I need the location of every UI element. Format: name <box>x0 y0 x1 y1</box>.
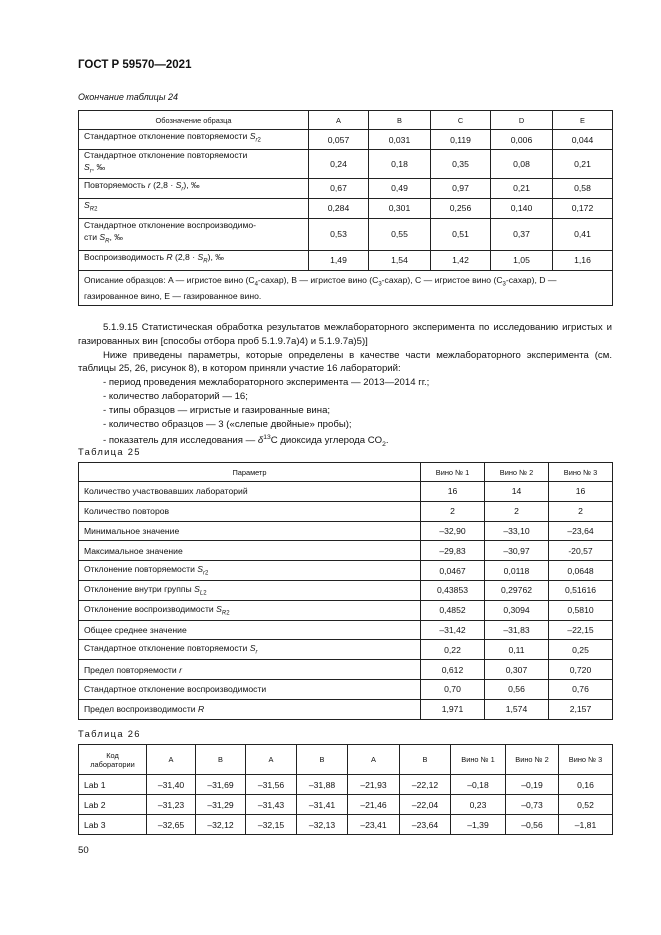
table26-header-cell: A <box>246 745 297 775</box>
table24-cell: 0,97 <box>431 178 491 198</box>
table25-cell: 14 <box>485 482 549 502</box>
table26-cell: –32,13 <box>297 815 348 835</box>
table26-header-cell: B <box>400 745 451 775</box>
table26-cell: –0,18 <box>451 775 506 795</box>
table24-cell: 0,49 <box>369 178 431 198</box>
table25-cell: 1,971 <box>421 699 485 719</box>
table25-cell: 0,307 <box>485 660 549 680</box>
table26-cell: –21,93 <box>348 775 400 795</box>
table25-row <box>79 521 613 541</box>
table25-row <box>79 660 613 680</box>
table24-cell: 1,16 <box>553 250 613 270</box>
table24-cell: 1,54 <box>369 250 431 270</box>
table25-cell: -20,57 <box>549 541 613 561</box>
table25-cell: –30,97 <box>485 541 549 561</box>
table25-cell: 0,22 <box>421 640 485 660</box>
table24-header-cell: E <box>553 111 613 130</box>
table25-row-label: Отклонение повторяемости $S_{r2}$ <box>79 561 421 581</box>
paragraph-parameters: Ниже приведены параметры, которые определены в качестве части межлабораторного эксперимента (см. таблицы 25, 26, рисунок 8), в котором приняли участие 16 лабораторий: <box>78 349 612 375</box>
page-number: 50 <box>78 845 89 856</box>
table24-cell: 1,49 <box>309 250 369 270</box>
table25-cell: 0,76 <box>549 679 613 699</box>
table25-cell: 0,4852 <box>421 600 485 620</box>
table24-cell: 0,08 <box>491 150 553 179</box>
table24-row-label: Стандартное отклонение воспроизводимо- сти $S_R$, ‰ <box>79 218 309 250</box>
table26-header-cell: A <box>348 745 400 775</box>
table26-header-row <box>79 745 613 775</box>
table25-cell: 0,70 <box>421 679 485 699</box>
table26-cell: –0,56 <box>506 815 559 835</box>
table26-cell: –31,23 <box>147 795 196 815</box>
table25-row <box>79 482 613 502</box>
table25-cell: 0,5810 <box>549 600 613 620</box>
table25-cell: 2 <box>485 501 549 521</box>
table25-row-label: Количество повторов <box>79 501 421 521</box>
table25-cell: 0,0467 <box>421 561 485 581</box>
table26-cell: –23,41 <box>348 815 400 835</box>
table25-row <box>79 699 613 719</box>
table24-cell: 0,37 <box>491 218 553 250</box>
table25-row-label: Минимальное значение <box>79 521 421 541</box>
table25-row-label: Стандартное отклонение воспроизводимости <box>79 679 421 699</box>
table25-row <box>79 561 613 581</box>
table24-cell: 0,51 <box>431 218 491 250</box>
table25-header-cell: Вино № 2 <box>485 463 549 482</box>
table26-cell: –1,81 <box>559 815 613 835</box>
table25-cell: –31,42 <box>421 620 485 640</box>
paragraph-5-1-9-15: 5.1.9.15 Статистическая обработка результатов межлабораторного эксперимента по исследованию игристых и газированных вин [способы отбора проб 5.1.9.7а)4) и 5.1.9.7а)5)] <box>78 322 612 347</box>
table26-cell: –31,29 <box>196 795 246 815</box>
table25-cell: –22,15 <box>549 620 613 640</box>
table25-cell: –32,90 <box>421 521 485 541</box>
table24-note-row <box>79 270 613 306</box>
table24-cell: 0,21 <box>491 178 553 198</box>
table24-cell: 0,044 <box>553 130 613 150</box>
table26-header-cell: Код лаборатории <box>79 745 147 775</box>
table25-row-label: Максимальное значение <box>79 541 421 561</box>
table24-row-label: Стандартное отклонение повторяемости $S_{r2}$ <box>79 130 309 150</box>
table25-cell: 0,51616 <box>549 580 613 600</box>
table26-cell: 0,16 <box>559 775 613 795</box>
table25-row <box>79 679 613 699</box>
table-24 <box>78 110 613 306</box>
table26-cell: –31,56 <box>246 775 297 795</box>
table24-row <box>79 250 613 270</box>
table25-cell: 2,157 <box>549 699 613 719</box>
table24-cell: 1,05 <box>491 250 553 270</box>
table25-cell: –33,10 <box>485 521 549 541</box>
table25-row-label: Стандартное отклонение повторяемости $S_r$ <box>79 640 421 660</box>
table25-row <box>79 620 613 640</box>
table26-cell: –1,39 <box>451 815 506 835</box>
table-26 <box>78 744 613 835</box>
table24-header-cell: D <box>491 111 553 130</box>
table26-cell: –31,43 <box>246 795 297 815</box>
table24-header-cell: Обозначение образца <box>79 111 309 130</box>
table26-row <box>79 815 613 835</box>
table25-cell: 0,25 <box>549 640 613 660</box>
list-item: - типы образцов — игристые и газированные вина; <box>103 404 331 416</box>
table25-cell: 16 <box>421 482 485 502</box>
table25-cell: –23,64 <box>549 521 613 541</box>
table25-cell: 0,11 <box>485 640 549 660</box>
table26-cell: 0,23 <box>451 795 506 815</box>
table24-row-label: Повторяемость r $(2,8 \cdot S_r)$, ‰ <box>79 178 309 198</box>
table24-cell: 0,140 <box>491 198 553 218</box>
table26-header-cell: B <box>196 745 246 775</box>
table24-row <box>79 218 613 250</box>
table24-cell: 0,24 <box>309 150 369 179</box>
table25-row <box>79 640 613 660</box>
table25-cell: 2 <box>421 501 485 521</box>
table24-cell: 0,53 <box>309 218 369 250</box>
table25-row-label: Предел повторяемости r <box>79 660 421 680</box>
table25-row-label: Отклонение внутри группы $S_{L2}$ <box>79 580 421 600</box>
table24-header-row <box>79 111 613 130</box>
table26-cell: –31,69 <box>196 775 246 795</box>
table26-header-cell: A <box>147 745 196 775</box>
table25-row <box>79 580 613 600</box>
table25-cell: –29,83 <box>421 541 485 561</box>
table26-cell: –22,12 <box>400 775 451 795</box>
table25-cell: 0,43853 <box>421 580 485 600</box>
table25-cell: 0,3094 <box>485 600 549 620</box>
table25-header-cell: Параметр <box>79 463 421 482</box>
table24-cell: 0,284 <box>309 198 369 218</box>
table26-header-cell: Вино № 2 <box>506 745 559 775</box>
table-25 <box>78 462 613 720</box>
table25-cell: 2 <box>549 501 613 521</box>
table24-cell: 0,301 <box>369 198 431 218</box>
table24-cell: 0,256 <box>431 198 491 218</box>
table26-row-label: Lab 3 <box>79 815 147 835</box>
table26-cell: –0,73 <box>506 795 559 815</box>
table24-header-cell: A <box>309 111 369 130</box>
table25-cell: –31,83 <box>485 620 549 640</box>
table24-row <box>79 198 613 218</box>
table24-cell: 0,35 <box>431 150 491 179</box>
table25-cell: 1,574 <box>485 699 549 719</box>
table24-row <box>79 178 613 198</box>
table25-cell: 0,612 <box>421 660 485 680</box>
table25-cell: 0,56 <box>485 679 549 699</box>
table26-row <box>79 775 613 795</box>
table24-cell: 0,119 <box>431 130 491 150</box>
table24-row-label: $S_{R2}$ <box>79 198 309 218</box>
table24-cell: 0,41 <box>553 218 613 250</box>
table24-cell: 0,58 <box>553 178 613 198</box>
table24-header-cell: C <box>431 111 491 130</box>
table24-cell: 0,006 <box>491 130 553 150</box>
list-item: - период проведения межлабораторного эксперимента — 2013—2014 гг.; <box>103 377 430 389</box>
table24-header-cell: B <box>369 111 431 130</box>
table26-row <box>79 795 613 815</box>
table26-cell: –21,46 <box>348 795 400 815</box>
table24-note: Описание образцов: A — игристое вино $(C_4-сахар)$, B — игристое вино $(C_3-сахар)$, C — игристое вино $(C_3-сахар)$, D — газированное вино, E — газированное вино. <box>79 270 613 306</box>
table25-header-cell: Вино № 3 <box>549 463 613 482</box>
table26-cell: –32,12 <box>196 815 246 835</box>
table25-row-label: Предел воспроизводимости R <box>79 699 421 719</box>
table26-cell: –32,15 <box>246 815 297 835</box>
table25-cell: 0,0118 <box>485 561 549 581</box>
table24-cell: 0,031 <box>369 130 431 150</box>
table25-cell: 0,0648 <box>549 561 613 581</box>
table25-cell: 0,29762 <box>485 580 549 600</box>
table26-cell: 0,52 <box>559 795 613 815</box>
table24-row <box>79 150 613 179</box>
table24-cell: 0,172 <box>553 198 613 218</box>
table26-cell: –31,41 <box>297 795 348 815</box>
table24-cell: 0,057 <box>309 130 369 150</box>
section-text <box>78 321 612 452</box>
table26-header-cell: B <box>297 745 348 775</box>
table24-caption: Окончание таблицы 24 <box>78 92 178 102</box>
table25-cell: 0,720 <box>549 660 613 680</box>
list-item: - показатель для исследования — $\delta^{13}С$ диоксида углерода $CO_2$. <box>103 434 389 449</box>
table24-row-label: Воспроизводимость R $(2,8 \cdot S_R)$, ‰ <box>79 250 309 270</box>
table25-row-label: Количество участвовавших лабораторий <box>79 482 421 502</box>
table26-caption: Таблица 26 <box>78 728 141 739</box>
table25-row <box>79 541 613 561</box>
table24-cell: 0,18 <box>369 150 431 179</box>
table26-cell: –23,64 <box>400 815 451 835</box>
table25-row <box>79 501 613 521</box>
list-item: - количество лабораторий — 16; <box>103 390 248 402</box>
table26-cell: –22,04 <box>400 795 451 815</box>
table24-cell: 1,42 <box>431 250 491 270</box>
table25-cell: 16 <box>549 482 613 502</box>
table25-row-label: Отклонение воспроизводимости $S_{R2}$ <box>79 600 421 620</box>
table24-cell: 0,55 <box>369 218 431 250</box>
table24-cell: 0,21 <box>553 150 613 179</box>
table25-caption: Таблица 25 <box>78 446 141 457</box>
table26-cell: –0,19 <box>506 775 559 795</box>
table26-cell: –31,88 <box>297 775 348 795</box>
table25-header-row <box>79 463 613 482</box>
table26-cell: –31,40 <box>147 775 196 795</box>
list-item: - количество образцов — 3 («слепые двойные» пробы); <box>103 418 352 430</box>
table25-row <box>79 600 613 620</box>
table26-header-cell: Вино № 3 <box>559 745 613 775</box>
table26-header-cell: Вино № 1 <box>451 745 506 775</box>
table26-cell: –32,65 <box>147 815 196 835</box>
table25-row-label: Общее среднее значение <box>79 620 421 640</box>
table26-row-label: Lab 2 <box>79 795 147 815</box>
document-header: ГОСТ Р 59570—2021 <box>78 59 192 71</box>
table26-row-label: Lab 1 <box>79 775 147 795</box>
table24-cell: 0,67 <box>309 178 369 198</box>
table25-header-cell: Вино № 1 <box>421 463 485 482</box>
table24-row-label: Стандартное отклонение повторяемости $S_r$, ‰ <box>79 150 309 179</box>
table24-row <box>79 130 613 150</box>
